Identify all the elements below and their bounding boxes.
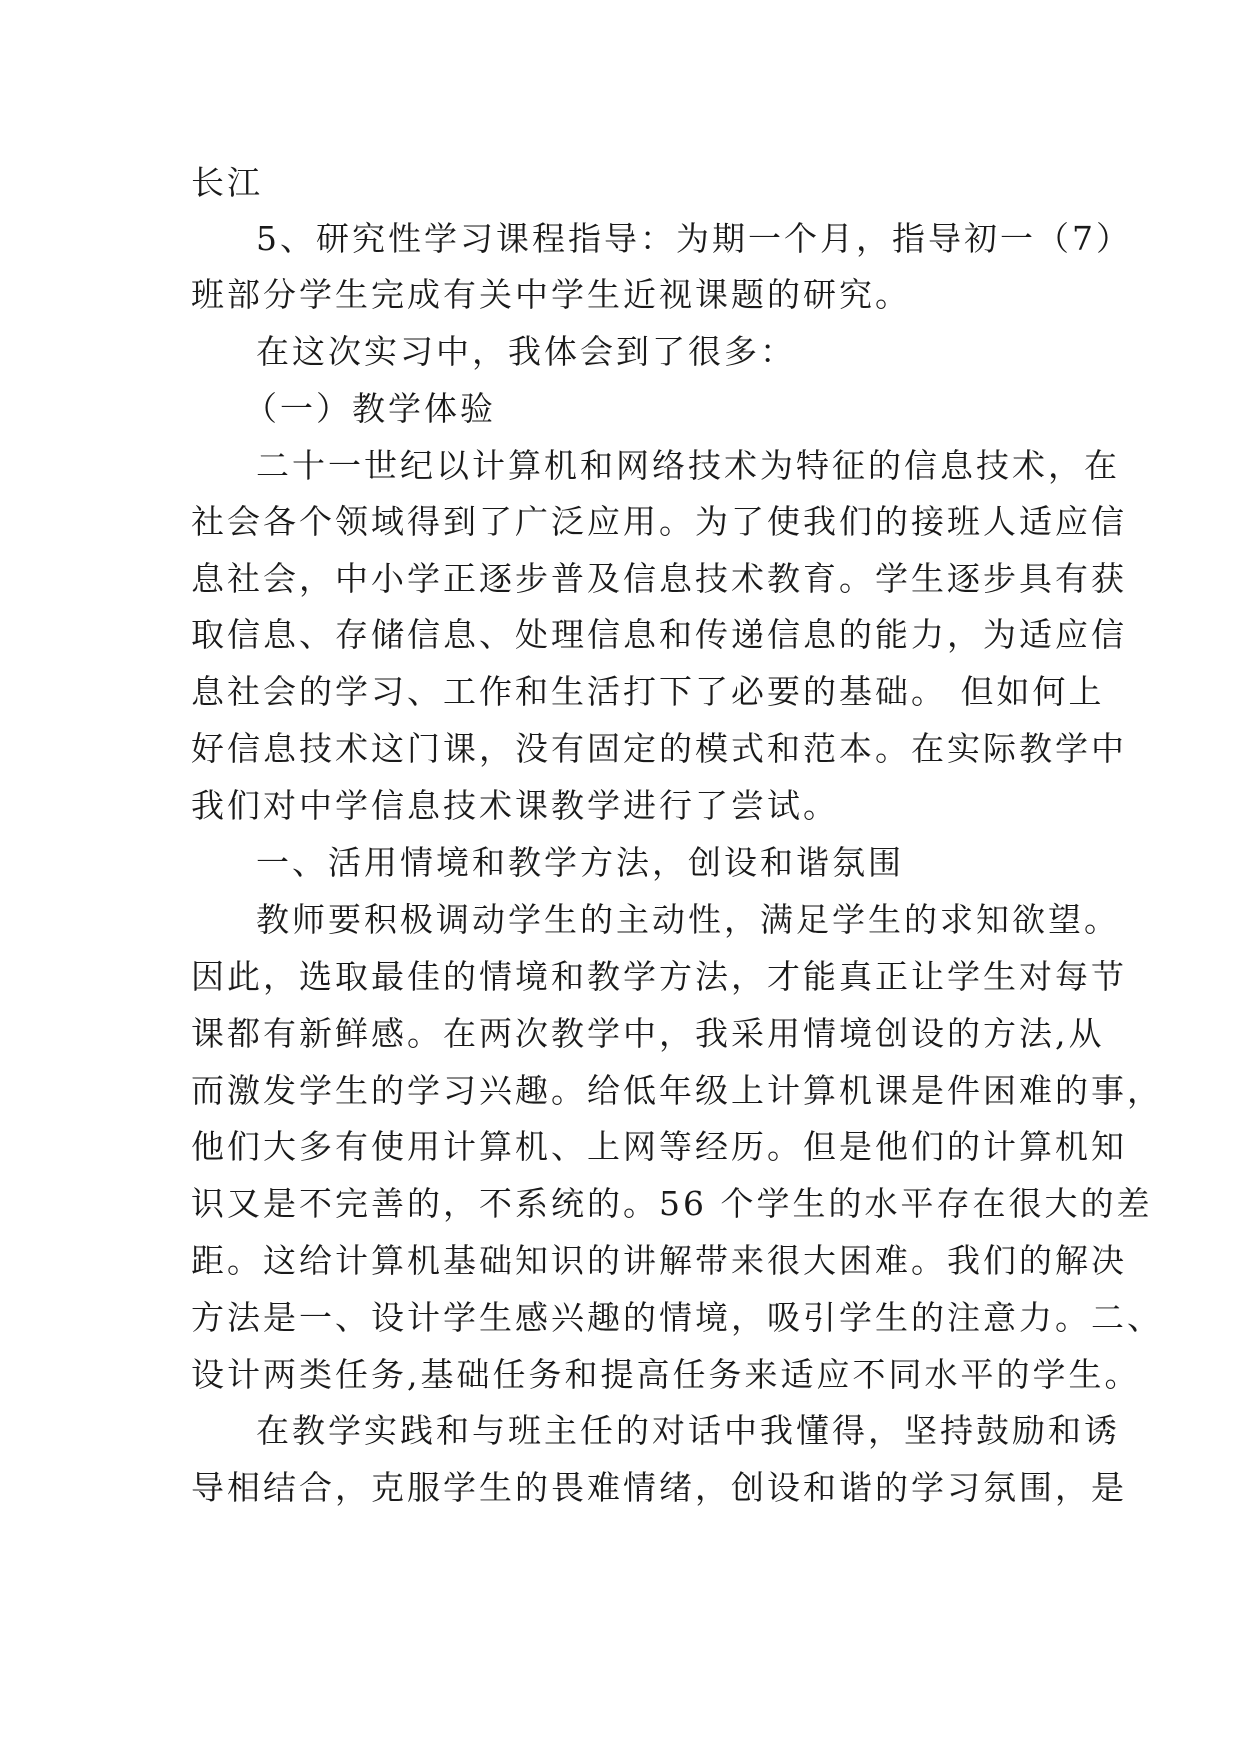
text-line-22: 设计两类任务,基础任务和提高任务来适应不同水平的学生。 [191, 1355, 1141, 1394]
subheading-situation-methods: 一、活用情境和教学方法，创设和谐氛围 [256, 843, 904, 882]
text-line-19: 识又是不完善的，不系统的。56 个学生的水平存在很大的差 [191, 1184, 1153, 1223]
text-line-3: 班部分学生完成有关中学生近视课题的研究。 [191, 275, 911, 314]
text-line-20: 距。这给计算机基础知识的讲解带来很大困难。我们的解决 [191, 1241, 1127, 1280]
text-line-12: 我们对中学信息技术课教学进行了尝试。 [191, 786, 839, 825]
text-line-4: 在这次实习中，我体会到了很多： [256, 332, 796, 371]
text-line-1: 长江 [191, 163, 263, 202]
text-line-18: 他们大多有使用计算机、上网等经历。但是他们的计算机知 [191, 1127, 1127, 1166]
text-line-9: 取信息、存储信息、处理信息和传递信息的能力，为适应信 [191, 615, 1127, 654]
text-line-14: 教师要积极调动学生的主动性，满足学生的求知欲望。 [256, 900, 1120, 939]
section-heading-teaching-experience: （一）教学体验 [244, 389, 496, 428]
text-line-2: 5、研究性学习课程指导：为期一个月，指导初一（7） [256, 219, 1132, 258]
text-line-24: 导相结合，克服学生的畏难情绪，创设和谐的学习氛围，是 [191, 1468, 1127, 1507]
text-line-15: 因此，选取最佳的情境和教学方法，才能真正让学生对每节 [191, 957, 1127, 996]
text-line-8: 息社会，中小学正逐步普及信息技术教育。学生逐步具有获 [191, 559, 1127, 598]
text-line-7: 社会各个领域得到了广泛应用。为了使我们的接班人适应信 [191, 502, 1127, 541]
text-line-6: 二十一世纪以计算机和网络技术为特征的信息技术，在 [256, 446, 1120, 485]
text-line-23: 在教学实践和与班主任的对话中我懂得，坚持鼓励和诱 [256, 1411, 1120, 1450]
text-line-21: 方法是一、设计学生感兴趣的情境，吸引学生的注意力。二、 [191, 1298, 1163, 1337]
text-line-16: 课都有新鲜感。在两次教学中，我采用情境创设的方法,从 [191, 1014, 1105, 1053]
text-line-17: 而激发学生的学习兴趣。给低年级上计算机课是件困难的事， [191, 1071, 1163, 1110]
text-line-10: 息社会的学习、工作和生活打下了必要的基础。 但如何上 [191, 672, 1105, 711]
text-line-11: 好信息技术这门课，没有固定的模式和范本。在实际教学中 [191, 729, 1127, 768]
